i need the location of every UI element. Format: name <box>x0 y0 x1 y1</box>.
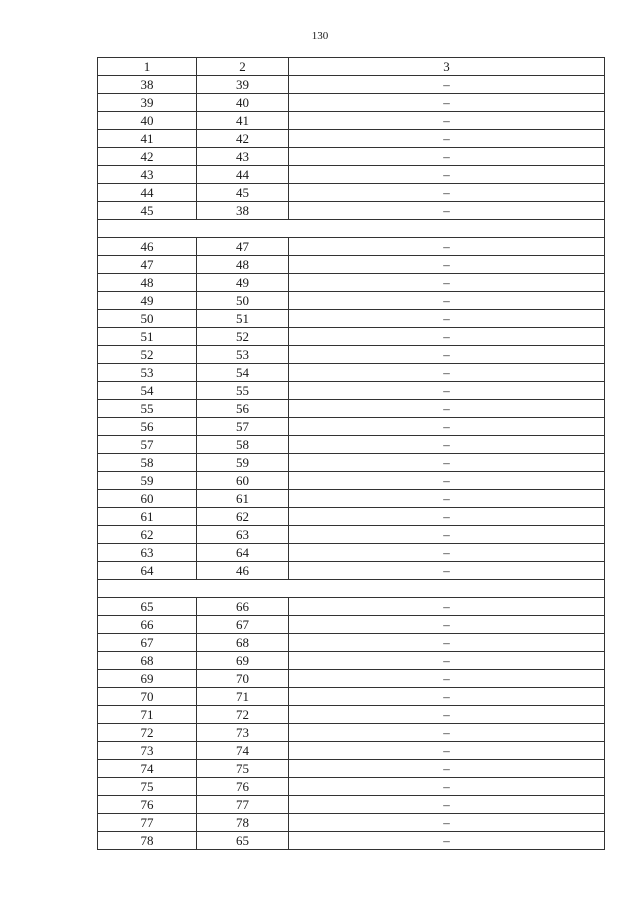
table-row <box>98 598 605 616</box>
table-row <box>98 652 605 670</box>
table-cell-col-1: 56 <box>98 418 197 436</box>
table-row <box>98 418 605 436</box>
table-row <box>98 130 605 148</box>
table-cell-col-2: 55 <box>197 382 289 400</box>
table-cell-col-3: – <box>289 832 605 850</box>
table-cell-col-3: – <box>289 490 605 508</box>
table-row <box>98 382 605 400</box>
table-cell-col-1: 41 <box>98 130 197 148</box>
table-cell-col-2: 50 <box>197 292 289 310</box>
table-row <box>98 328 605 346</box>
table-cell-col-1: 49 <box>98 292 197 310</box>
table-row <box>98 166 605 184</box>
table-cell-col-1: 51 <box>98 328 197 346</box>
table-cell-col-2: 56 <box>197 400 289 418</box>
table-cell-col-1: 74 <box>98 760 197 778</box>
table-cell-col-2: 59 <box>197 454 289 472</box>
table-cell-col-3: – <box>289 526 605 544</box>
table-cell-col-3: – <box>289 454 605 472</box>
table-cell-col-1: 61 <box>98 508 197 526</box>
table-cell-col-3: – <box>289 328 605 346</box>
table-cell-col-1: 53 <box>98 364 197 382</box>
table-body <box>98 76 605 850</box>
table-cell-col-2: 44 <box>197 166 289 184</box>
table-cell-col-1: 38 <box>98 76 197 94</box>
table-row <box>98 238 605 256</box>
table-cell-col-2: 64 <box>197 544 289 562</box>
table-cell-col-1: 65 <box>98 598 197 616</box>
table-row <box>98 544 605 562</box>
table-cell-col-1: 55 <box>98 400 197 418</box>
table-cell-col-2: 57 <box>197 418 289 436</box>
group-separator-cell <box>98 220 605 238</box>
table-cell-col-3: – <box>289 688 605 706</box>
table-cell-col-1: 47 <box>98 256 197 274</box>
table-cell-col-1: 69 <box>98 670 197 688</box>
table-cell-col-2: 69 <box>197 652 289 670</box>
table-cell-col-3: – <box>289 184 605 202</box>
table-row <box>98 616 605 634</box>
table-cell-col-1: 70 <box>98 688 197 706</box>
table-cell-col-2: 78 <box>197 814 289 832</box>
table-cell-col-1: 73 <box>98 742 197 760</box>
table-cell-col-3: – <box>289 400 605 418</box>
table-cell-col-3: – <box>289 598 605 616</box>
table-cell-col-1: 63 <box>98 544 197 562</box>
table-row <box>98 778 605 796</box>
table-cell-col-2: 41 <box>197 112 289 130</box>
table-cell-col-2: 63 <box>197 526 289 544</box>
table-cell-col-3: – <box>289 112 605 130</box>
table-cell-col-1: 50 <box>98 310 197 328</box>
table-row <box>98 796 605 814</box>
table-cell-col-2: 76 <box>197 778 289 796</box>
table-cell-col-2: 47 <box>197 238 289 256</box>
table-cell-col-2: 74 <box>197 742 289 760</box>
table-cell-col-3: – <box>289 616 605 634</box>
table-cell-col-3: – <box>289 562 605 580</box>
table-cell-col-2: 39 <box>197 76 289 94</box>
table-cell-col-2: 62 <box>197 508 289 526</box>
table-cell-col-2: 42 <box>197 130 289 148</box>
table-cell-col-3: – <box>289 418 605 436</box>
table-row <box>98 310 605 328</box>
table-cell-col-2: 72 <box>197 706 289 724</box>
table-cell-col-3: – <box>289 670 605 688</box>
table-cell-col-1: 43 <box>98 166 197 184</box>
table-cell-col-1: 54 <box>98 382 197 400</box>
table-cell-col-1: 57 <box>98 436 197 454</box>
group-separator-cell <box>98 580 605 598</box>
table-cell-col-3: – <box>289 760 605 778</box>
table-cell-col-2: 58 <box>197 436 289 454</box>
table-cell-col-3: – <box>289 472 605 490</box>
table-row <box>98 760 605 778</box>
table-cell-col-1: 67 <box>98 634 197 652</box>
header-row <box>98 58 605 76</box>
table-cell-col-3: – <box>289 292 605 310</box>
table-row <box>98 706 605 724</box>
table-row <box>98 472 605 490</box>
table-cell-col-3: – <box>289 202 605 220</box>
table-cell-col-1: 46 <box>98 238 197 256</box>
table-cell-col-1: 72 <box>98 724 197 742</box>
table-cell-col-3: – <box>289 652 605 670</box>
table-cell-col-1: 52 <box>98 346 197 364</box>
table-row <box>98 742 605 760</box>
table-cell-col-2: 60 <box>197 472 289 490</box>
table-cell-col-2: 65 <box>197 832 289 850</box>
table-cell-col-1: 66 <box>98 616 197 634</box>
table-cell-col-1: 71 <box>98 706 197 724</box>
table-cell-col-1: 40 <box>98 112 197 130</box>
table-cell-col-3: – <box>289 742 605 760</box>
table-row <box>98 76 605 94</box>
page-number: 130 <box>311 30 329 42</box>
table-cell-col-3: – <box>289 814 605 832</box>
table-cell-col-1: 78 <box>98 832 197 850</box>
table-cell-col-2: 46 <box>197 562 289 580</box>
table-row <box>98 688 605 706</box>
table-cell-col-3: – <box>289 778 605 796</box>
table-cell-col-2: 67 <box>197 616 289 634</box>
table-cell-col-2: 52 <box>197 328 289 346</box>
table-row <box>98 148 605 166</box>
table-row <box>98 724 605 742</box>
table-cell-col-2: 38 <box>197 202 289 220</box>
table-row <box>98 274 605 292</box>
table-row <box>98 670 605 688</box>
table-cell-col-1: 76 <box>98 796 197 814</box>
table-cell-col-3: – <box>289 130 605 148</box>
table-cell-col-2: 71 <box>197 688 289 706</box>
table-row <box>98 184 605 202</box>
table-cell-col-1: 45 <box>98 202 197 220</box>
table-cell-col-2: 75 <box>197 760 289 778</box>
table-cell-col-1: 60 <box>98 490 197 508</box>
table-cell-col-3: – <box>289 94 605 112</box>
table-cell-col-3: – <box>289 382 605 400</box>
table-row <box>98 112 605 130</box>
table-cell-col-1: 68 <box>98 652 197 670</box>
table-cell-col-3: – <box>289 76 605 94</box>
table-cell-col-3: – <box>289 238 605 256</box>
table-row <box>98 364 605 382</box>
table-cell-col-3: – <box>289 436 605 454</box>
table-cell-col-3: – <box>289 346 605 364</box>
table-cell-col-3: – <box>289 508 605 526</box>
table-cell-col-2: 51 <box>197 310 289 328</box>
table-row <box>98 436 605 454</box>
group-separator-row <box>98 580 605 598</box>
table-cell-col-2: 54 <box>197 364 289 382</box>
column-header-1: 1 <box>98 58 197 76</box>
table-cell-col-1: 58 <box>98 454 197 472</box>
table-cell-col-2: 40 <box>197 94 289 112</box>
table-row <box>98 508 605 526</box>
table-row <box>98 454 605 472</box>
table-cell-col-2: 45 <box>197 184 289 202</box>
table-row <box>98 400 605 418</box>
table-row <box>98 346 605 364</box>
table-cell-col-1: 48 <box>98 274 197 292</box>
table-cell-col-1: 42 <box>98 148 197 166</box>
table-row <box>98 256 605 274</box>
table-cell-col-3: – <box>289 724 605 742</box>
table-cell-col-2: 70 <box>197 670 289 688</box>
table-cell-col-2: 77 <box>197 796 289 814</box>
table-row <box>98 202 605 220</box>
table-row <box>98 814 605 832</box>
table-cell-col-3: – <box>289 274 605 292</box>
table-cell-col-1: 62 <box>98 526 197 544</box>
table-cell-col-1: 44 <box>98 184 197 202</box>
table-cell-col-3: – <box>289 706 605 724</box>
table-cell-col-2: 53 <box>197 346 289 364</box>
table-cell-col-2: 61 <box>197 490 289 508</box>
table-cell-col-2: 73 <box>197 724 289 742</box>
data-table <box>97 57 605 850</box>
table-cell-col-2: 48 <box>197 256 289 274</box>
table-cell-col-3: – <box>289 544 605 562</box>
table-cell-col-1: 75 <box>98 778 197 796</box>
table-cell-col-1: 64 <box>98 562 197 580</box>
table-cell-col-3: – <box>289 148 605 166</box>
table-cell-col-3: – <box>289 796 605 814</box>
table-cell-col-2: 68 <box>197 634 289 652</box>
table-row <box>98 832 605 850</box>
table-row <box>98 94 605 112</box>
column-header-3: 3 <box>289 58 605 76</box>
group-separator-row <box>98 220 605 238</box>
table-row <box>98 490 605 508</box>
table-cell-col-1: 39 <box>98 94 197 112</box>
table-cell-col-3: – <box>289 166 605 184</box>
table-cell-col-3: – <box>289 634 605 652</box>
table-cell-col-1: 77 <box>98 814 197 832</box>
table-cell-col-3: – <box>289 364 605 382</box>
table-cell-col-2: 43 <box>197 148 289 166</box>
table-row <box>98 634 605 652</box>
table-cell-col-3: – <box>289 256 605 274</box>
table-row <box>98 526 605 544</box>
table-row <box>98 562 605 580</box>
column-header-2: 2 <box>197 58 289 76</box>
table-cell-col-3: – <box>289 310 605 328</box>
table-row <box>98 292 605 310</box>
table-cell-col-2: 49 <box>197 274 289 292</box>
table-cell-col-1: 59 <box>98 472 197 490</box>
table-cell-col-2: 66 <box>197 598 289 616</box>
